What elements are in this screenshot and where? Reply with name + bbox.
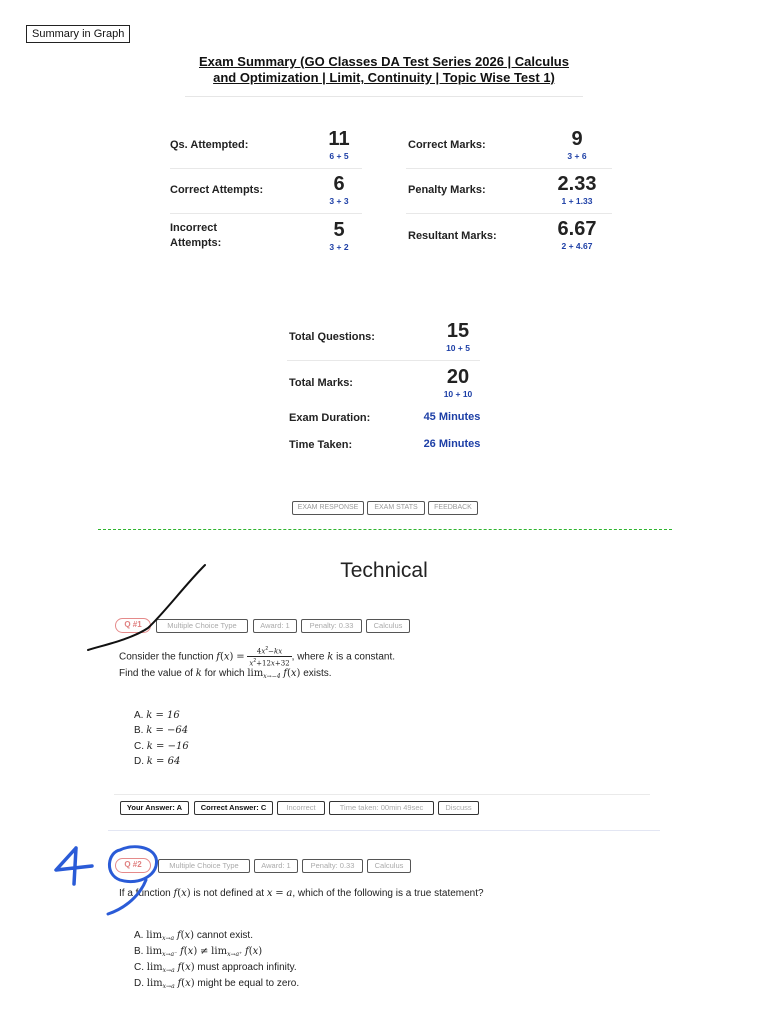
option-letter: C.: [134, 962, 144, 973]
correct-marks-value: 9: [571, 128, 583, 150]
subject-tag: Calculus: [367, 859, 411, 873]
time-taken-value: 26 Minutes: [423, 438, 481, 450]
option-letter: B.: [134, 946, 144, 957]
checkmark-annotation: [88, 565, 205, 650]
option-value: k = −16: [146, 741, 189, 752]
option-letter: C.: [134, 741, 144, 752]
time-taken-badge: Time taken: 00min 49sec: [329, 801, 434, 815]
question-badge: Q #2: [115, 858, 151, 873]
question-text-segment: Consider the function: [119, 651, 214, 663]
option-c[interactable]: C. $\lim_{x\to a} f(x)$ must approach infinity.: [134, 962, 297, 974]
resultant-marks-label: Resultant Marks:: [408, 230, 497, 242]
four-annotation: [56, 848, 92, 884]
question-badge: Q #1: [115, 618, 151, 633]
question-text-segment: If a function: [119, 888, 171, 899]
subject-tag: Calculus: [366, 619, 410, 633]
question-text-segment: , where: [291, 651, 325, 663]
exam-duration-value: 45 Minutes: [423, 411, 481, 423]
option-b[interactable]: B. $\lim_{x\to a^-} f(x) \ne \lim_{x\to a^+} f(x)$: [134, 946, 263, 958]
exam-duration-label: Exam Duration:: [289, 412, 371, 424]
resultant-marks-value: 6.67: [557, 218, 597, 240]
qs-attempted-label: Qs. Attempted:: [170, 139, 249, 151]
correct-marks-label: Correct Marks:: [408, 139, 486, 151]
summary-in-graph-button[interactable]: Summary in Graph: [26, 25, 130, 43]
resultant-marks-breakdown: 2 + 4.67: [561, 241, 593, 251]
qs-attempted-breakdown: 6 + 5: [329, 151, 349, 161]
time-taken-label: Time Taken:: [289, 439, 353, 451]
award-tag: Award: 1: [254, 859, 298, 873]
question-text: Consider the function f(x) = $\frac{4x^2-kx}{x^2+12x+32}$ , where k is a constant.: [119, 646, 395, 668]
incorrect-attempts-breakdown: 3 + 2: [329, 242, 349, 252]
option-value: k = −64: [146, 725, 189, 736]
incorrect-attempts-value: 5: [333, 219, 345, 241]
option-text: might be equal to zero.: [197, 978, 300, 989]
award-tag: Award: 1: [253, 619, 297, 633]
question-text-segment: exists.: [303, 668, 332, 679]
total-questions-label: Total Questions:: [289, 331, 375, 343]
total-marks-value: 20: [446, 366, 470, 388]
correct-attempts-value: 6: [333, 173, 345, 195]
option-value: k = 64: [146, 756, 181, 767]
question-type-tag: Multiple Choice Type: [156, 619, 248, 633]
penalty-tag: Penalty: 0.33: [302, 859, 363, 873]
correct-attempts-breakdown: 3 + 3: [329, 196, 349, 206]
title-line-1: Exam Summary (GO Classes DA Test Series 2026 | Calculus: [199, 54, 569, 69]
section-title: Technical: [340, 559, 428, 582]
question-text-segment: Find the value of: [119, 668, 193, 679]
question-text-line-2: Find the value of k for which $\lim_{x\to-4} f(x)$ exists.: [119, 668, 332, 680]
question-text-segment: is a constant.: [336, 651, 395, 663]
option-letter: A.: [134, 930, 144, 941]
tail-annotation: [108, 880, 146, 914]
option-a[interactable]: A. $\lim_{x\to a} f(x)$ cannot exist.: [134, 930, 253, 942]
option-text: must approach infinity.: [197, 962, 297, 973]
discuss-button[interactable]: Discuss: [438, 801, 479, 815]
question-text-segment: for which: [204, 668, 245, 679]
tab-feedback[interactable]: FEEDBACK: [428, 501, 478, 515]
penalty-marks-label: Penalty Marks:: [408, 184, 486, 196]
option-letter: D.: [134, 978, 144, 989]
total-questions-breakdown: 10 + 5: [446, 343, 470, 353]
qs-attempted-value: 11: [328, 128, 350, 150]
total-marks-label: Total Marks:: [289, 377, 353, 389]
fraction: $\frac{4x^2-kx}{x^2+12x+32}$: [249, 646, 290, 668]
your-answer-badge: Your Answer: A: [120, 801, 189, 815]
option-letter: A.: [134, 710, 144, 721]
option-value: k = 16: [146, 710, 180, 721]
question-type-tag: Multiple Choice Type: [158, 859, 250, 873]
option-text: cannot exist.: [196, 930, 253, 941]
option-letter: D.: [134, 756, 144, 767]
incorrect-attempts-label-line-1: Incorrect: [170, 222, 218, 234]
penalty-marks-value: 2.33: [557, 173, 597, 195]
question-text: If a function f(x) is not defined at x = a, which of the following is a true statement?: [119, 888, 484, 899]
question-text-segment: , which of the following is a true statement?: [292, 888, 484, 899]
question-text-segment: is not defined at: [193, 888, 265, 899]
tab-exam-response[interactable]: EXAM RESPONSE: [292, 501, 364, 515]
penalty-tag: Penalty: 0.33: [301, 619, 362, 633]
tab-exam-stats[interactable]: EXAM STATS: [367, 501, 425, 515]
correct-attempts-label: Correct Attempts:: [170, 184, 264, 196]
correct-answer-badge: Correct Answer: C: [194, 801, 273, 815]
penalty-marks-breakdown: 1 + 1.33: [561, 196, 593, 206]
option-d[interactable]: D. $\lim_{x\to a} f(x)$ might be equal to zero.: [134, 978, 300, 990]
total-questions-value: 15: [446, 320, 470, 342]
correct-marks-breakdown: 3 + 6: [567, 151, 587, 161]
circle-annotation: [109, 847, 156, 882]
incorrect-attempts-label-line-2: Attempts:: [170, 237, 222, 249]
title-line-2: and Optimization | Limit, Continuity | Topic Wise Test 1): [213, 70, 555, 85]
status-badge: Incorrect: [277, 801, 325, 815]
total-marks-breakdown: 10 + 10: [443, 389, 473, 399]
option-letter: B.: [134, 725, 144, 736]
